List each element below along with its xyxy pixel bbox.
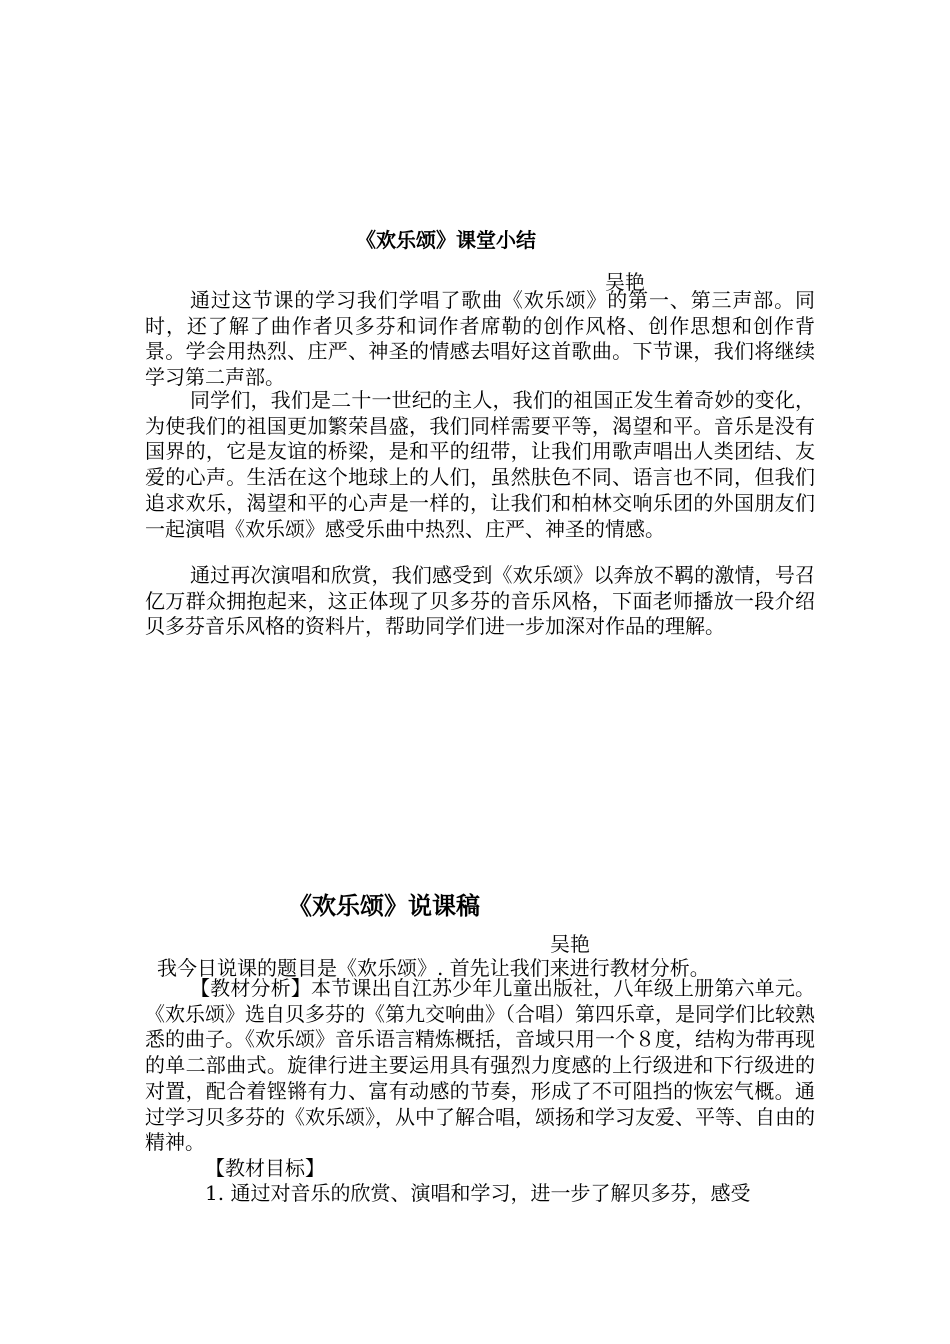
section1-paragraph-3: 通过再次演唱和欣赏，我们感受到《欢乐颂》以奔放不羁的激情，号召亿万群众拥抱起来，这正体现了贝多芬的音乐风格，下面老师播放一段介绍贝多芬音乐风格的资料片，帮助同学们进一步加深对作品的理解。	[145, 563, 815, 639]
section1-title: 《欢乐颂》课堂小结	[356, 228, 536, 252]
section2-analysis: 【教材分析】本节课出自江苏少年儿童出版社，八年级上册第六单元。《欢乐颂》选自贝多芬的《第九交响曲》（合唱）第四乐章，是同学们比较熟悉的曲子。《欢乐颂》音乐语言精炼概括，音域只用一个８度，结构为带再现的单二部曲式。旋律行进主要运用具有强烈力度感的上行级进和下行级进的对置，配合着铿锵有力、富有动感的节奏，形成了不可阻挡的恢宏气概。通过学习贝多芬的《欢乐颂》，从中了解合唱，颂扬和学习友爱、平等、自由的精神。	[145, 976, 815, 1155]
section2-objective-1: 1. 通过对音乐的欣赏、演唱和学习，进一步了解贝多芬，感受	[205, 1181, 751, 1205]
section1-paragraph-1: 通过这节课的学习我们学唱了歌曲《欢乐颂》的第一、第三声部。同时，还了解了曲作者贝多芬和词作者席勒的创作风格、创作思想和创作背景。学会用热烈、庄严、神圣的情感去唱好这首歌曲。下节课，我们将继续学习第二声部。	[145, 288, 815, 390]
section1-paragraph-2: 同学们，我们是二十一世纪的主人，我们的祖国正发生着奇妙的变化，为使我们的祖国更加繁荣昌盛，我们同样需要平等，渴望和平。音乐是没有国界的，它是友谊的桥梁，是和平的纽带，让我们用歌声唱出人类团结、友爱的心声。生活在这个地球上的人们，虽然肤色不同、语言也不同，但我们追求欢乐，渴望和平的心声是一样的，让我们和柏林交响乐团的外国朋友们一起演唱《欢乐颂》感受乐曲中热烈、庄严、神圣的情感。	[145, 388, 815, 541]
section2-author: 吴艳	[550, 932, 590, 956]
section2-objective-heading: 【教材目标】	[205, 1156, 325, 1180]
section2-title: 《欢乐颂》说课稿	[288, 891, 480, 920]
section2-intro: 我今日说课的题目是《欢乐颂》. 首先让我们来进行教材分析。	[157, 956, 710, 980]
section1-author: 吴艳	[605, 270, 645, 294]
